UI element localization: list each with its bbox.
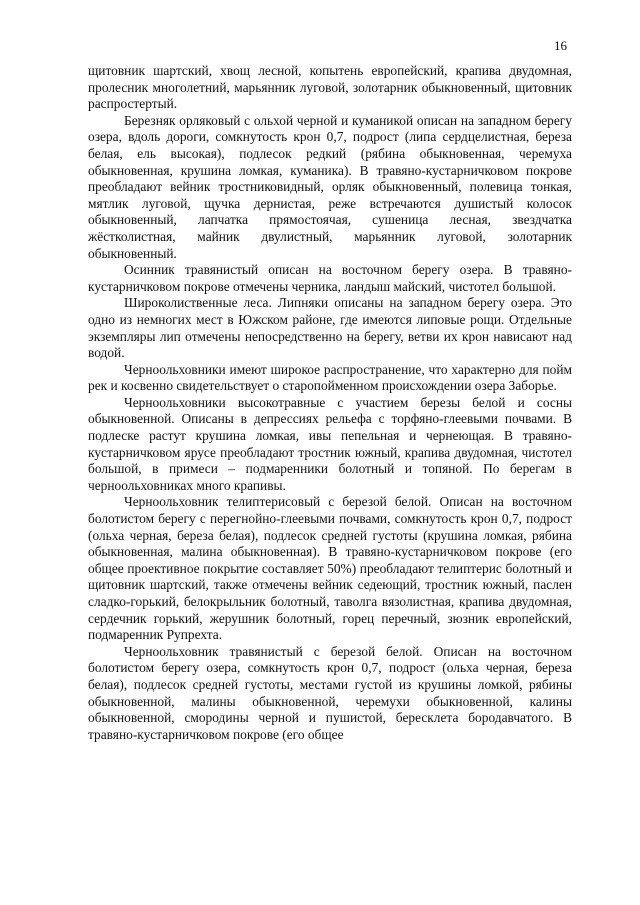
paragraph-broadleaf-forests: Широколиственные леса. Липняки описаны на западном берегу озера. Это одно из немногих мест в Южском районе, где имеются липовые рощи. Отдельные экземпляры лип отмечены непосредственно на берегу, ветви их крон нависают над водой.	[88, 295, 572, 361]
document-body	[88, 63, 572, 743]
paragraph-birch-forest: Березняк орляковый с ольхой черной и куманикой описан на западном берегу озера, вдоль дороги, сомкнутость крон 0,7, подрост (липа сердцелистная, береза белая, ель высокая), подлесок редкий (рябина обыкновенная, черемуха обыкновенная, крушина ломкая, куманика). В травяно-кустарничковом покрове преобладают вейник тростниковидный, орляк обыкновенный, полевица тонкая, мятлик луговой, щучка дернистая, реже встречаются душистый колосок обыкновенный, лапчатка прямостоячая, сушеница лесная, звездчатка жёстколистная, майник двулистный, марьянник луговой, золотарник обыкновенный.	[88, 112, 572, 261]
paragraph-black-alder-general: Черноольховники имеют широкое распространение, что характерно для пойм рек и косвенно свидетельствует о старопойменном происхождении озера Заборье.	[88, 361, 572, 394]
page-number: 16	[554, 38, 567, 53]
paragraph-black-alder-tall-grass: Черноольховники высокотравные с участием березы белой и сосны обыкновенной. Описаны в депрессиях рельефа с торфяно-глеевыми почвами. В подлеске растут крушина ломкая, ивы пепельная и чернеющая. В травяно-кустарничковом ярусе преобладают тростник южный, крапива двудомная, чистотел большой, в примеси – подмаренники болотный и топяной. По берегам в черноольховниках много крапивы.	[88, 394, 572, 493]
paragraph-black-alder-herbaceous: Черноольховник травянистый с березой белой. Описан на восточном болотистом берегу озера, сомкнутость крон 0,7, подрост (ольха черная, береза белая), подлесок средней густоты, местами густой из крушины ломкой, рябины обыкновенной, малины обыкновенной, черемухи обыкновенной, калины обыкновенной, смородины черной и пушистой, бересклета бородавчатого. В травяно-кустарничковом покрове (его общее	[88, 643, 572, 742]
paragraph-black-alder-thelypteris: Черноольховник телиптерисовый с березой белой. Описан на восточном болотистом берегу с перегнойно-глеевыми почвами, сомкнутость крон 0,7, подрост (ольха черная, береза белая), подлесок средней густоты (крушина ломкая, рябина обыкновенная, малина обыкновенная). В травяно-кустарничковом покрове (его общее проективное покрытие составляет 50%) преобладают телиптерис болотный и щитовник шартский, также отмечены вейник седеющий, тростник южный, паслен сладко-горький, белокрыльник болотный, таволга вязолистная, крапива двудомная, сердечник горький, жерушник болотный, горец перечный, зюзник европейский, подмаренник Рупрехта.	[88, 494, 572, 643]
paragraph-continuation: щитовник шартский, хвощ лесной, копытень европейский, крапива двудомная, пролесник многолетний, марьянник луговой, золотарник обыкновенный, щитовник распростертый.	[88, 63, 572, 112]
paragraph-aspen-forest: Осинник травянистый описан на восточном берегу озера. В травяно-кустарничковом покрове отмечены черника, ландыш майский, чистотел большой.	[88, 262, 572, 294]
